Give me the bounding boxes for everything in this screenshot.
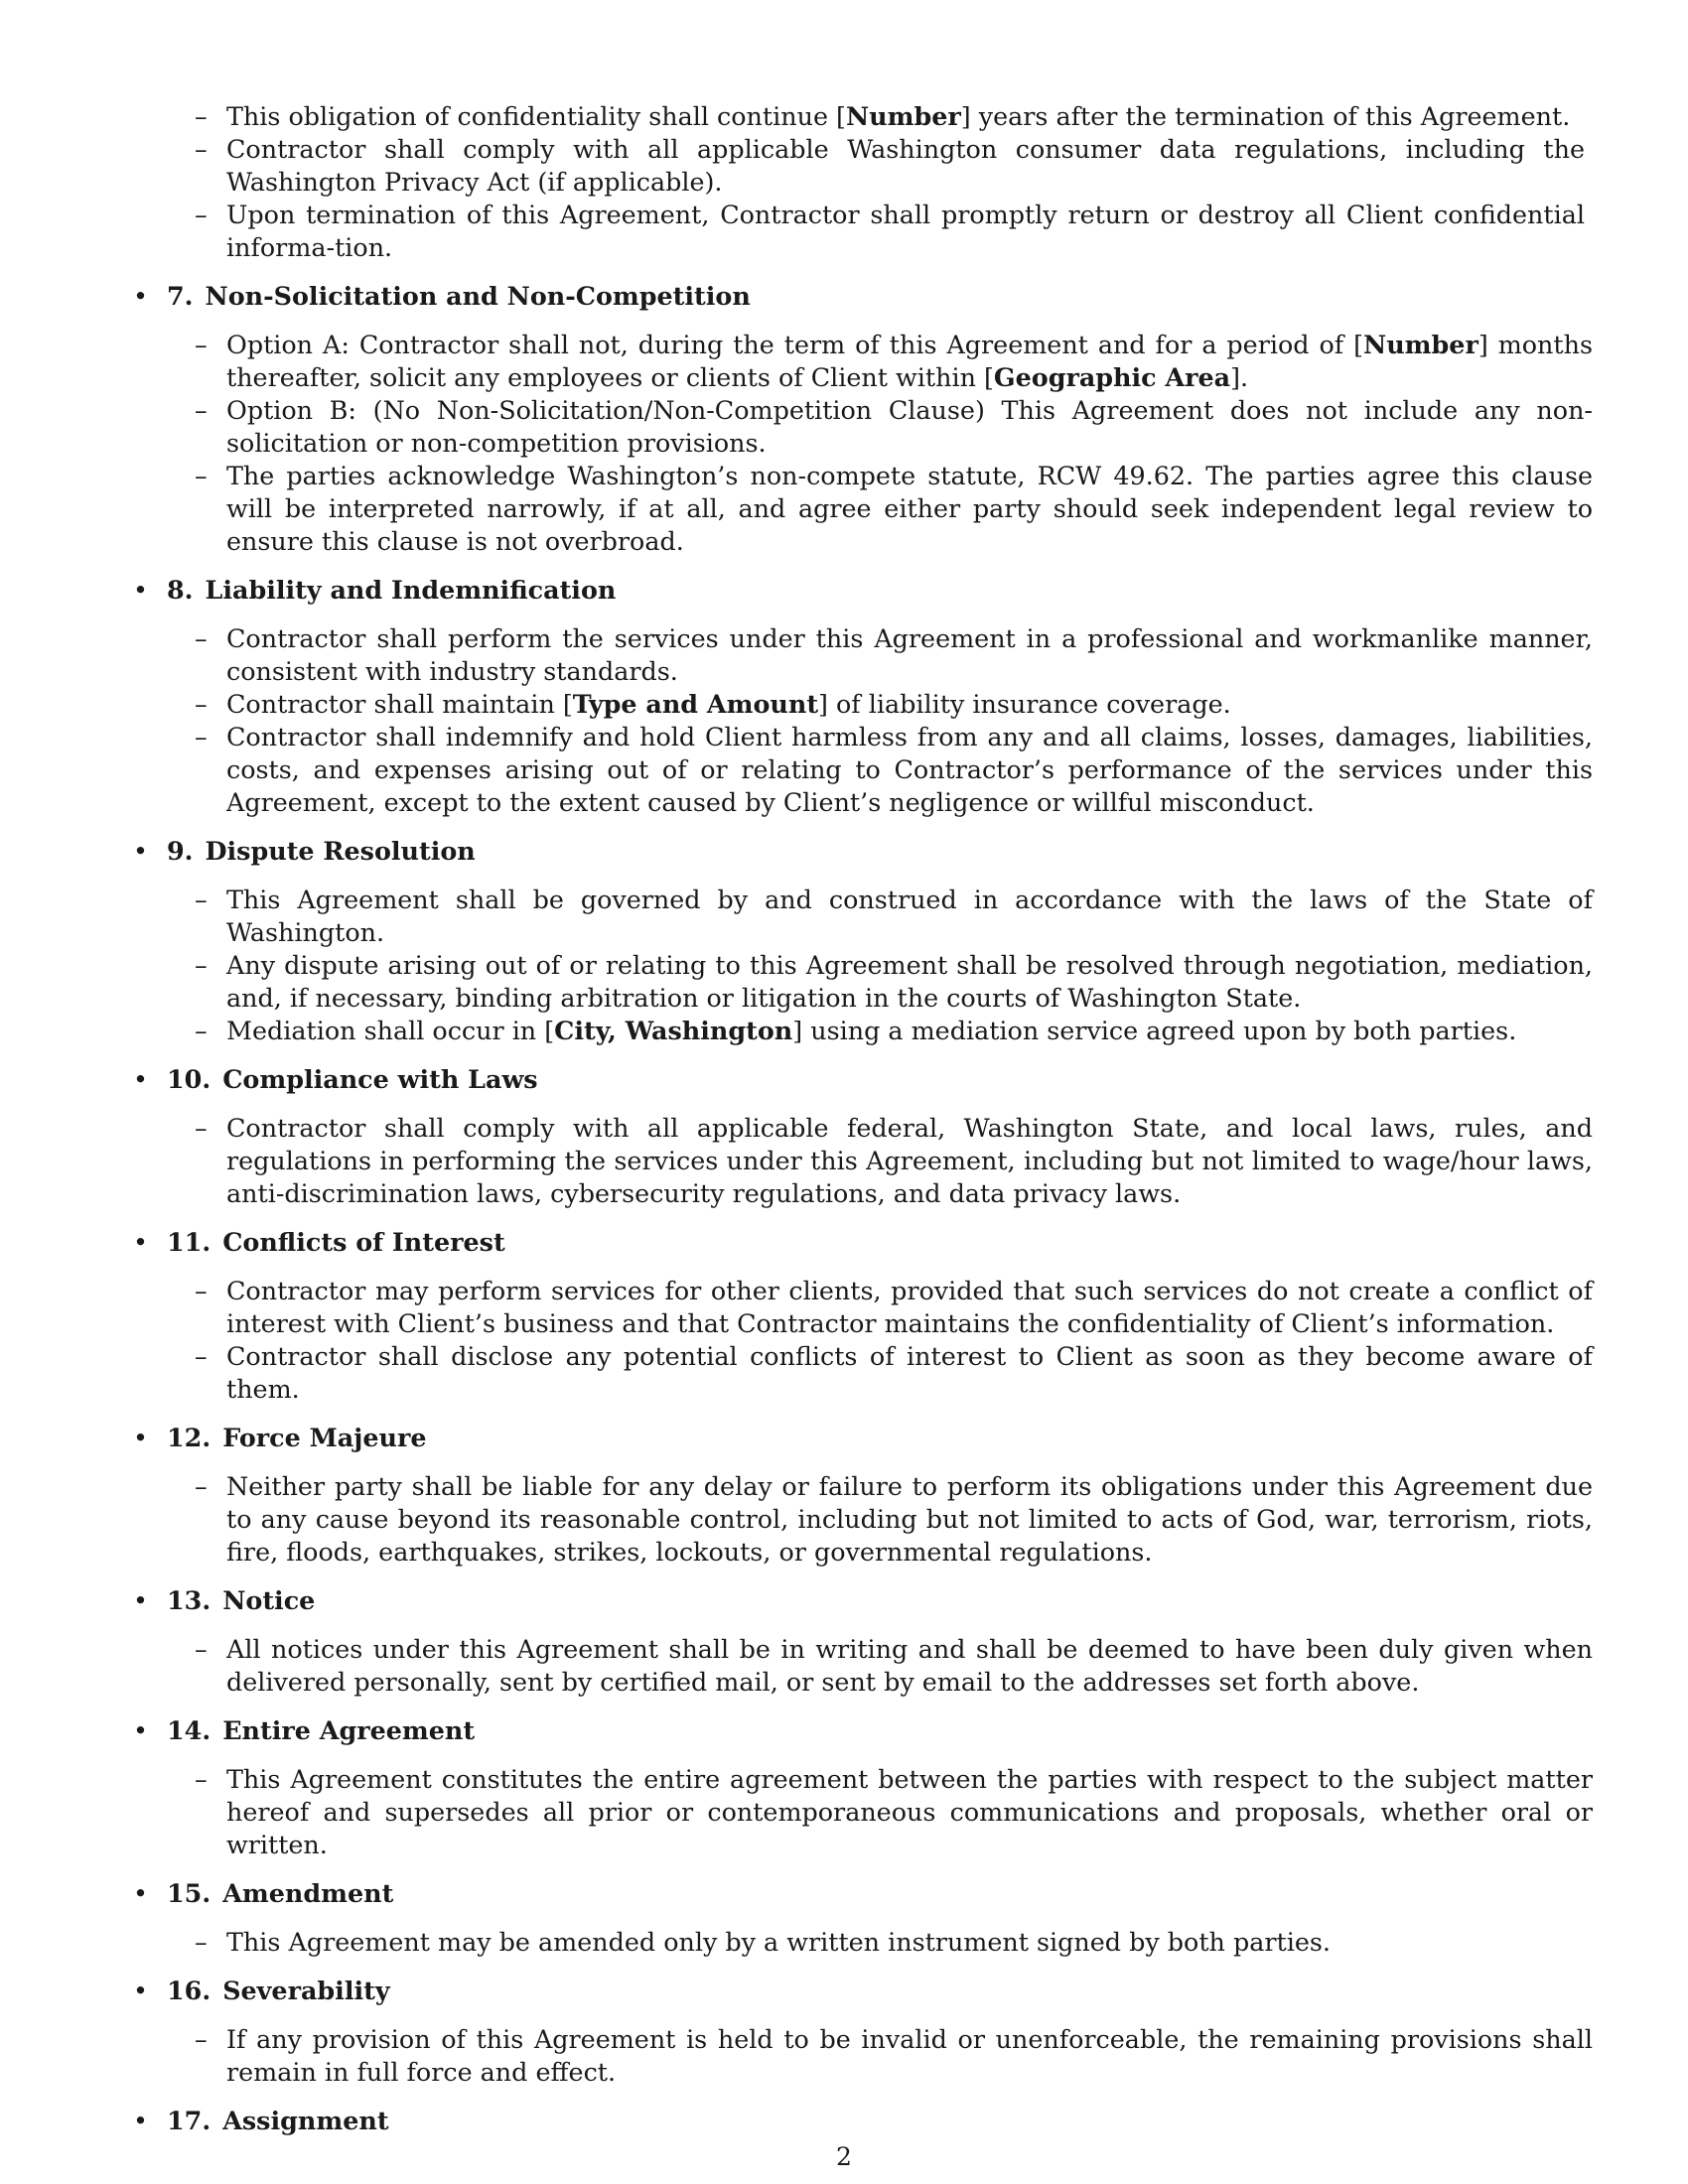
list-item: – The parties acknowledge Washington’s non-compete statute, RCW 49.62. The parties agree this clause will be interpreted narrowly, if at all, and agree either party should seek independent legal review to ensure this clause is not overbroad. [195, 461, 1593, 556]
section [133, 2105, 1593, 2137]
section-number: 14. [167, 1715, 211, 1745]
list-item: – This Agreement shall be governed by and construed in accordance with the laws of the State of Washington. [195, 885, 1593, 947]
section-heading [133, 280, 1593, 313]
section-title: Notice [222, 1585, 316, 1615]
list-item: – Any dispute arising out of or relating to this Agreement shall be resolved through negotiation, mediation, and, if necessary, binding arbitration or litigation in the courts of Washington State. [195, 950, 1593, 1013]
section-items [195, 1926, 1593, 1959]
list-item: – Contractor shall comply with all applicable federal, Washington State, and local laws, rules, and regulations in performing the services under this Agreement, including but not limited to wage/hour laws, anti-discrimination laws, cybersecurity regulations, and data privacy laws. [195, 1113, 1593, 1208]
bullet-marker: • [133, 836, 148, 866]
bullet-marker: • [133, 2106, 148, 2135]
list-item: – All notices under this Agreement shall be in writing and shall be deemed to have been duly given when delivered personally, sent by certified mail, or sent by email to the addresses set forth above. [195, 1634, 1593, 1697]
section [133, 1063, 1593, 1210]
section-title: Dispute Resolution [205, 836, 476, 866]
section-items [195, 2023, 1593, 2089]
placeholder-field: Type and Amount [572, 689, 819, 719]
dash-marker: – [195, 1016, 208, 1045]
section-items [195, 1763, 1593, 1861]
section [133, 280, 1593, 558]
dash-marker: – [195, 1764, 208, 1794]
list-item: – Contractor shall maintain [Type and Amount] of liability insurance coverage. [195, 689, 1231, 719]
section-number: 8. [167, 575, 194, 605]
bullet-marker: • [133, 575, 148, 605]
bullet-marker: • [133, 281, 148, 311]
dash-marker: – [195, 1113, 208, 1143]
section [133, 1422, 1593, 1569]
dash-marker: – [195, 1276, 208, 1305]
section-title: Amendment [222, 1878, 394, 1908]
page-number: 2 [836, 2142, 852, 2171]
section [133, 574, 1593, 819]
section-items [195, 622, 1593, 819]
section-heading [133, 1877, 1593, 1910]
list-item: – Upon termination of this Agreement, Contractor shall promptly return or destroy all Client confidential informa-tion. [195, 200, 1585, 262]
dash-marker: – [195, 1341, 208, 1371]
section-title: Compliance with Laws [222, 1064, 538, 1094]
bullet-marker: • [133, 1878, 148, 1908]
dash-marker: – [195, 395, 208, 425]
section-number: 10. [167, 1064, 211, 1094]
section-number: 9. [167, 836, 194, 866]
list-item: – Option B: (No Non-Solicitation/Non-Competition Clause) This Agreement does not include any non-solicitation or non-competition provisions. [195, 395, 1593, 458]
section-title: Severability [222, 1976, 390, 2005]
section [133, 1584, 1593, 1699]
dash-marker: – [195, 1634, 208, 1664]
section-items [195, 1112, 1593, 1210]
section [133, 1714, 1593, 1861]
section-items [195, 329, 1593, 558]
dash-marker: – [195, 1471, 208, 1501]
section-number: 7. [167, 281, 194, 311]
list-item: – Mediation shall occur in [City, Washington] using a mediation service agreed upon by both parties. [195, 1016, 1517, 1045]
list-item: – Contractor shall perform the services under this Agreement in a professional and workmanlike manner, consistent with industry standards. [195, 623, 1593, 686]
section-heading [133, 574, 1593, 607]
dash-marker: – [195, 722, 208, 751]
list-item: – Option A: Contractor shall not, during the term of this Agreement and for a period of [Number] months thereafter, solicit any employees or clients of Client within [Geographic Area]. [195, 330, 1593, 392]
list-item: – Neither party shall be liable for any delay or failure to perform its obligations under this Agreement due to any cause beyond its reasonable control, including but not limited to acts of God, war, terrorism, riots, fire, floods, earthquakes, strikes, lockouts, or governmental regulations. [195, 1471, 1593, 1567]
dash-marker: – [195, 330, 208, 359]
section-heading [133, 1063, 1593, 1096]
list-item: – This obligation of confidentiality shall continue [Number] years after the termination of this Agreement. [195, 101, 1571, 131]
list-item: – Contractor shall indemnify and hold Client harmless from any and all claims, losses, damages, liabilities, costs, and expenses arising out of or relating to Contractor’s performance of the services under this Agreement, except to the extent caused by Client’s negligence or willful misconduct. [195, 722, 1593, 817]
placeholder-field: Number [1363, 330, 1478, 359]
list-item: – Contractor shall disclose any potential conflicts of interest to Client as soon as they become aware of them. [195, 1341, 1593, 1404]
dash-marker: – [195, 623, 208, 653]
list-item: – Contractor may perform services for other clients, provided that such services do not create a conflict of interest with Client’s business and that Contractor maintains the confidentiality of Client’s information. [195, 1276, 1593, 1338]
section [133, 835, 1593, 1047]
section-heading [133, 835, 1593, 868]
placeholder-field: City, Washington [554, 1016, 793, 1045]
bullet-marker: • [133, 1423, 148, 1452]
placeholder-field: Number [845, 101, 961, 131]
dash-marker: – [195, 101, 208, 131]
section-items [195, 1470, 1593, 1569]
dash-marker: – [195, 461, 208, 490]
section-list [133, 280, 1593, 2153]
dash-marker: – [195, 885, 208, 914]
section [133, 1877, 1593, 1959]
section-heading [133, 1422, 1593, 1454]
section-number: 11. [167, 1227, 211, 1257]
section-title: Force Majeure [222, 1423, 427, 1452]
section-heading [133, 1975, 1593, 2007]
section-title: Entire Agreement [222, 1715, 476, 1745]
section [133, 1226, 1593, 1406]
list-item: – Contractor shall comply with all applicable Washington consumer data regulations, including the Washington Privacy Act (if applicable). [195, 134, 1585, 197]
list-item: – If any provision of this Agreement is held to be invalid or unenforceable, the remaining provisions shall remain in full force and effect. [195, 2024, 1593, 2087]
section-title: Assignment [222, 2106, 389, 2135]
bullet-marker: • [133, 1227, 148, 1257]
section-number: 17. [167, 2106, 211, 2135]
dash-marker: – [195, 2024, 208, 2054]
list-item: – This Agreement may be amended only by a written instrument signed by both parties. [195, 1927, 1331, 1957]
section-heading [133, 1714, 1593, 1747]
section-items [195, 1633, 1593, 1699]
bullet-marker: • [133, 1715, 148, 1745]
bullet-marker: • [133, 1976, 148, 2005]
section-number: 16. [167, 1976, 211, 2005]
bullet-marker: • [133, 1585, 148, 1615]
section-number: 13. [167, 1585, 211, 1615]
continuation-sublist [195, 100, 1585, 264]
section-title: Liability and Indemnification [205, 575, 617, 605]
list-item: – This Agreement constitutes the entire agreement between the parties with respect to the subject matter hereof and supersedes all prior or contemporaneous communications and proposals, whether oral or written. [195, 1764, 1593, 1859]
section [133, 1975, 1593, 2089]
section-items [195, 884, 1593, 1047]
section-heading [133, 1584, 1593, 1617]
section-heading [133, 1226, 1593, 1259]
section-number: 15. [167, 1878, 211, 1908]
section-number: 12. [167, 1423, 211, 1452]
dash-marker: – [195, 200, 208, 229]
section-title: Non-Solicitation and Non-Competition [205, 281, 751, 311]
section-heading [133, 2105, 1593, 2137]
section-title: Conflicts of Interest [222, 1227, 505, 1257]
dash-marker: – [195, 134, 208, 164]
bullet-marker: • [133, 1064, 148, 1094]
section-items [195, 1275, 1593, 1406]
dash-marker: – [195, 689, 208, 719]
dash-marker: – [195, 950, 208, 980]
placeholder-field: Geographic Area [993, 362, 1231, 392]
dash-marker: – [195, 1927, 208, 1957]
